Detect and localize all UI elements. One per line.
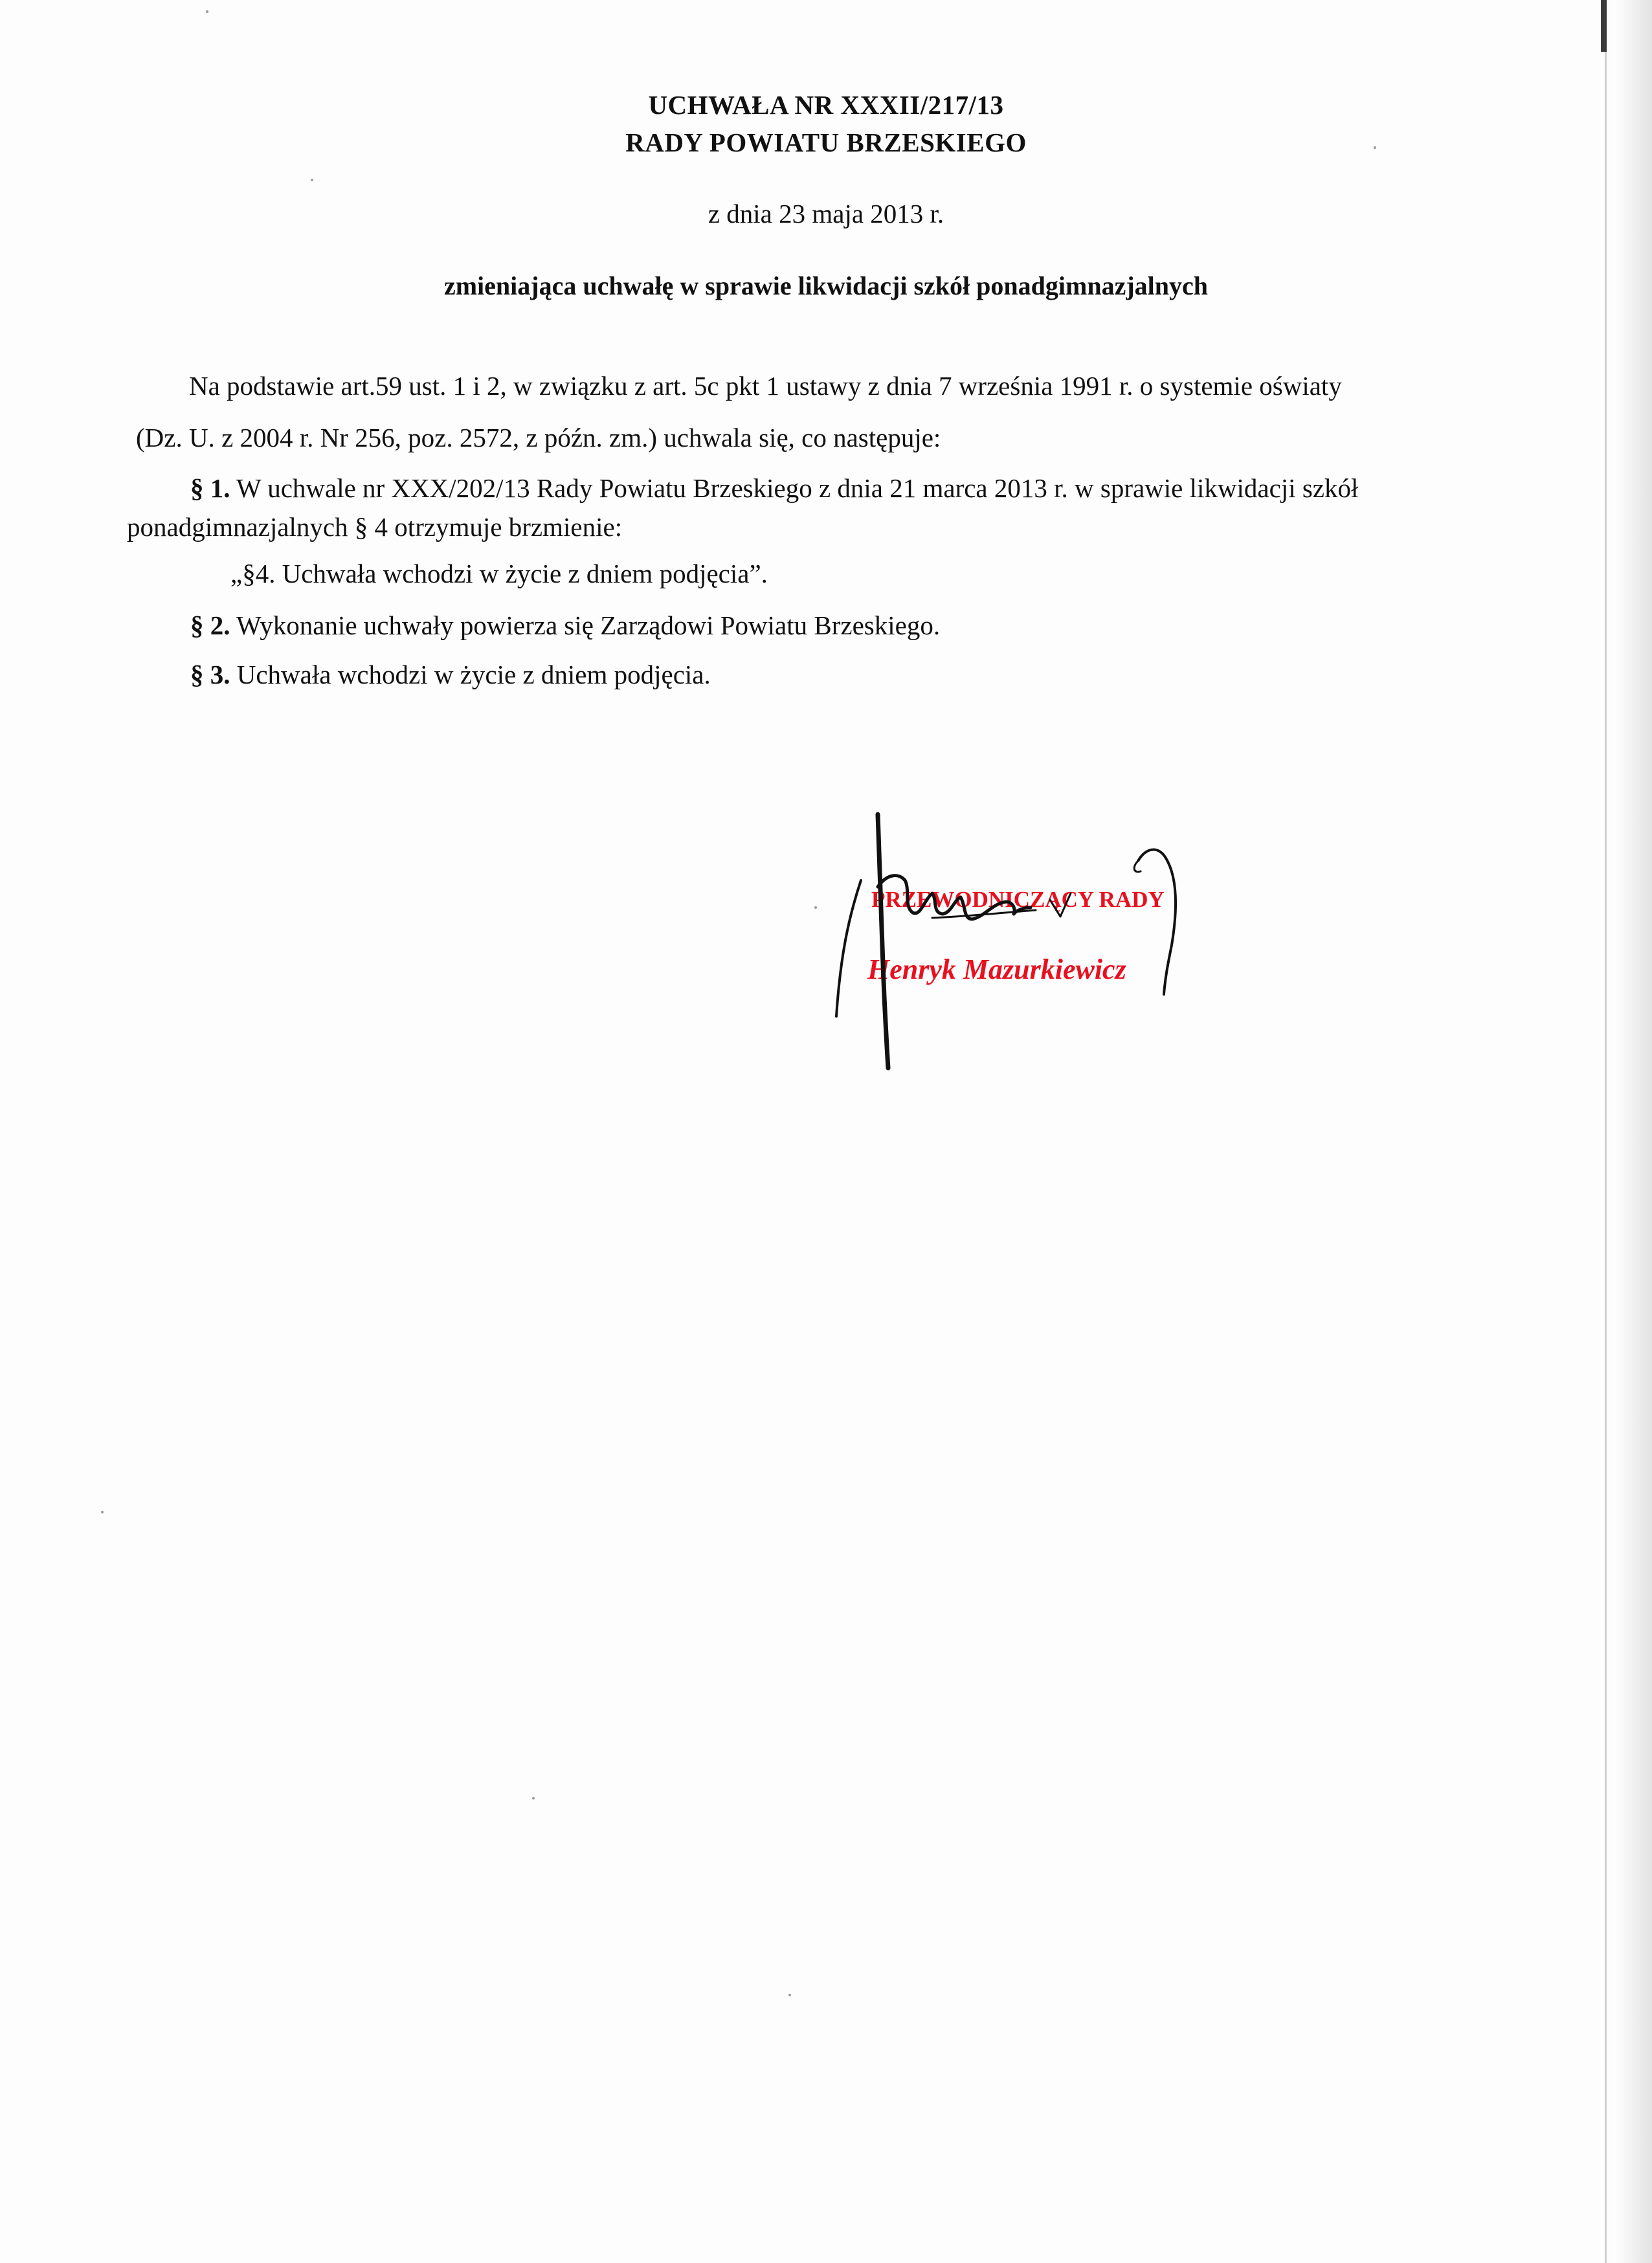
section-2-text: Wykonanie uchwały powierza się Zarządowi Powiatu Brzeskiego.	[230, 610, 941, 640]
signature-tick	[1050, 893, 1071, 917]
section-2	[190, 612, 940, 639]
section-1-quote: „§4. Uchwała wchodzi w życie z dniem podjęcia”.	[230, 559, 768, 588]
section-2-mark: § 2.	[190, 610, 230, 640]
signature-vertical-stroke	[878, 814, 888, 1068]
document-issuer: RADY POWIATU BRZESKIEGO	[625, 128, 1027, 157]
document-date: z dnia 23 maja 2013 r.	[708, 199, 944, 229]
legal-basis-line-2: (Dz. U. z 2004 r. Nr 256, poz. 2572, z późn. zm.) uchwala się, co następuje:	[136, 423, 941, 452]
page-edge-shadow	[1613, 0, 1652, 2263]
section-1-mark: § 1.	[190, 473, 230, 503]
scan-speck	[788, 1994, 791, 1996]
page-edge-mark	[1601, 0, 1607, 52]
stamp-title: PRZEWODNICZĄCY RADY	[871, 887, 1165, 912]
page-edge-line	[1605, 0, 1607, 2263]
handwritten-signature	[822, 803, 1223, 1075]
scan-speck	[311, 179, 313, 181]
legal-basis-line-1: Na podstawie art.59 ust. 1 i 2, w związku z art. 5c pkt 1 ustawy z dnia 7 września 1991 r. o systemie oświaty	[189, 371, 1342, 401]
section-3-mark: § 3.	[190, 660, 230, 689]
signature-left-arc	[836, 880, 861, 1016]
document-title: UCHWAŁA NR XXXII/217/13	[648, 90, 1004, 120]
stamp-name: Henryk Mazurkiewicz	[867, 953, 1126, 985]
signature-right-bracket	[1138, 850, 1176, 994]
section-1-line-1	[190, 475, 1358, 502]
document-subject: zmieniająca uchwałę w sprawie likwidacji szkół ponadgimnazjalnych	[443, 271, 1209, 300]
scan-speck	[814, 906, 817, 909]
scan-speck	[532, 1797, 535, 1800]
section-3-text: Uchwała wchodzi w życie z dniem podjęcia.	[230, 660, 711, 689]
section-1-line-2: ponadgimnazjalnych § 4 otrzymuje brzmienie:	[127, 512, 623, 542]
scan-speck	[206, 10, 208, 13]
section-1-text: W uchwale nr XXX/202/13 Rady Powiatu Brzeskiego z dnia 21 marca 2013 r. w sprawie likwidacji szkół	[230, 473, 1359, 503]
scan-speck	[101, 1511, 104, 1513]
signature-hook	[1134, 861, 1141, 872]
section-3	[190, 662, 711, 688]
